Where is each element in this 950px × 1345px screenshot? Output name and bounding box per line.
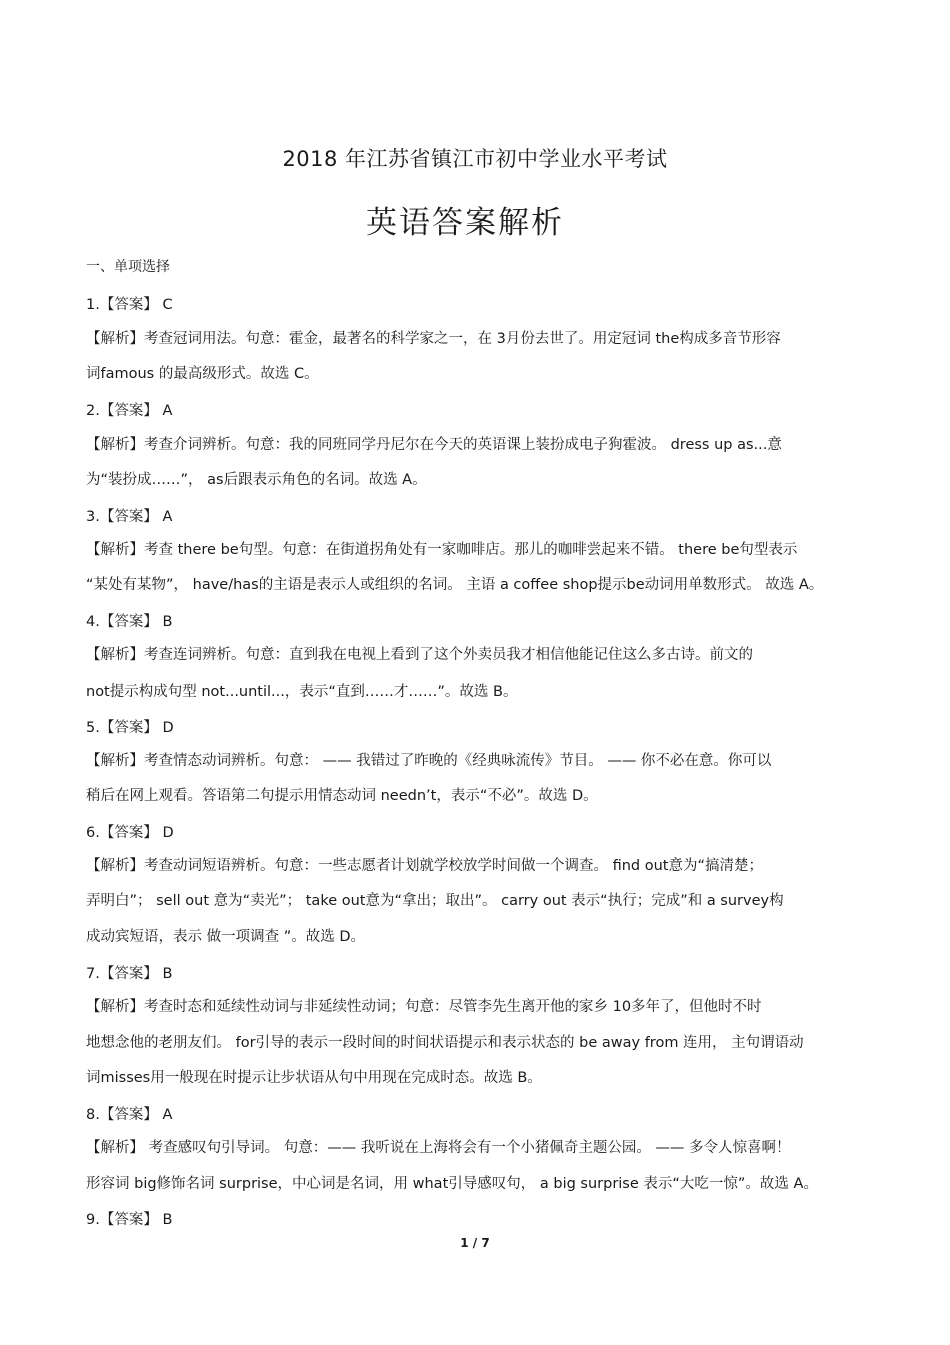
analysis-line: 【解析】 考查感叹句引导词。 句意：—— 我听说在上海将会有一个小猪佩奇主题公园。 —— 多令人惊喜啊！ [86,1140,791,1156]
analysis-line: “某处有某物”， have/has的主语是表示人或组织的名词。 主语 a coffee shop提示be动词用单数形式。 故选 A。 [86,577,824,593]
analysis-line: 地想念他的老朋友们。 for引导的表示一段时间的时间状语提示和表示状态的 be away from 连用， 主句谓语动 [86,1035,804,1051]
analysis-line: 为“装扮成……”， as后跟表示角色的名词。故选 A。 [86,472,427,488]
analysis-line: 形容词 big修饰名词 surprise，中心词是名词，用 what引导感叹句， a big surprise 表示“大吃一惊”。故选 A。 [86,1176,818,1192]
analysis-line: 【解析】考查连词辨析。句意：直到我在电视上看到了这个外卖员我才相信他能记住这么多古诗。前文的 [86,647,753,663]
analysis-line: 词misses用一般现在时提示让步状语从句中用现在完成时态。故选 B。 [86,1070,542,1086]
answer-line-1: 1.【答案】 C [86,297,173,313]
analysis-line: 【解析】考查动词短语辨析。句意：一些志愿者计划就学校放学时间做一个调查。 find out意为“搞清楚； [86,858,764,874]
answer-line-8: 8.【答案】 A [86,1107,173,1123]
answer-analysis-title: 英语答案解析 [366,205,564,241]
page-number: 1 / 7 [460,1236,490,1250]
answer-line-2: 2.【答案】 A [86,403,173,419]
answer-line-3: 3.【答案】 A [86,509,173,525]
answer-line-7: 7.【答案】 B [86,966,173,982]
analysis-line: 【解析】考查冠词用法。句意：霍金，最著名的科学家之一，在 3月份去世了。用定冠词 the构成多音节形容 [86,331,781,347]
exam-title: 2018 年江苏省镇江市初中学业水平考试 [282,147,668,171]
analysis-line: 【解析】考查 there be句型。句意：在街道拐角处有一家咖啡店。那儿的咖啡尝起来不错。 there be句型表示 [86,542,798,558]
answer-line-9: 9.【答案】 B [86,1212,173,1228]
answer-line-6: 6.【答案】 D [86,825,174,841]
analysis-line: 词famous 的最高级形式。故选 C。 [86,366,319,382]
answer-line-4: 4.【答案】 B [86,614,173,630]
analysis-line: 【解析】考查介词辨析。句意：我的同班同学丹尼尔在今天的英语课上装扮成电子狗霍波。 dress up as...意 [86,437,782,453]
analysis-line: 【解析】考查时态和延续性动词与非延续性动词；句意：尽管李先生离开他的家乡 10多年了，但他时不时 [86,999,762,1015]
section-heading: 一、单项选择 [86,259,170,275]
analysis-line: 成动宾短语，表示 做一项调查 ”。故选 D。 [86,929,366,945]
analysis-line: 【解析】考查情态动词辨析。句意： —— 我错过了昨晚的《经典咏流传》节目。 —— 你不必在意。你可以 [86,753,772,769]
analysis-line: not提示构成句型 not...until...，表示“直到……才……”。故选 B。 [86,684,518,700]
answer-line-5: 5.【答案】 D [86,720,174,736]
analysis-line: 弄明白”； sell out 意为“卖光”； take out意为“拿出；取出”。 carry out 表示“执行；完成”和 a survey构 [86,893,784,909]
analysis-line: 稍后在网上观看。答语第二句提示用情态动词 needn’t，表示“不必”。故选 D。 [86,788,598,804]
